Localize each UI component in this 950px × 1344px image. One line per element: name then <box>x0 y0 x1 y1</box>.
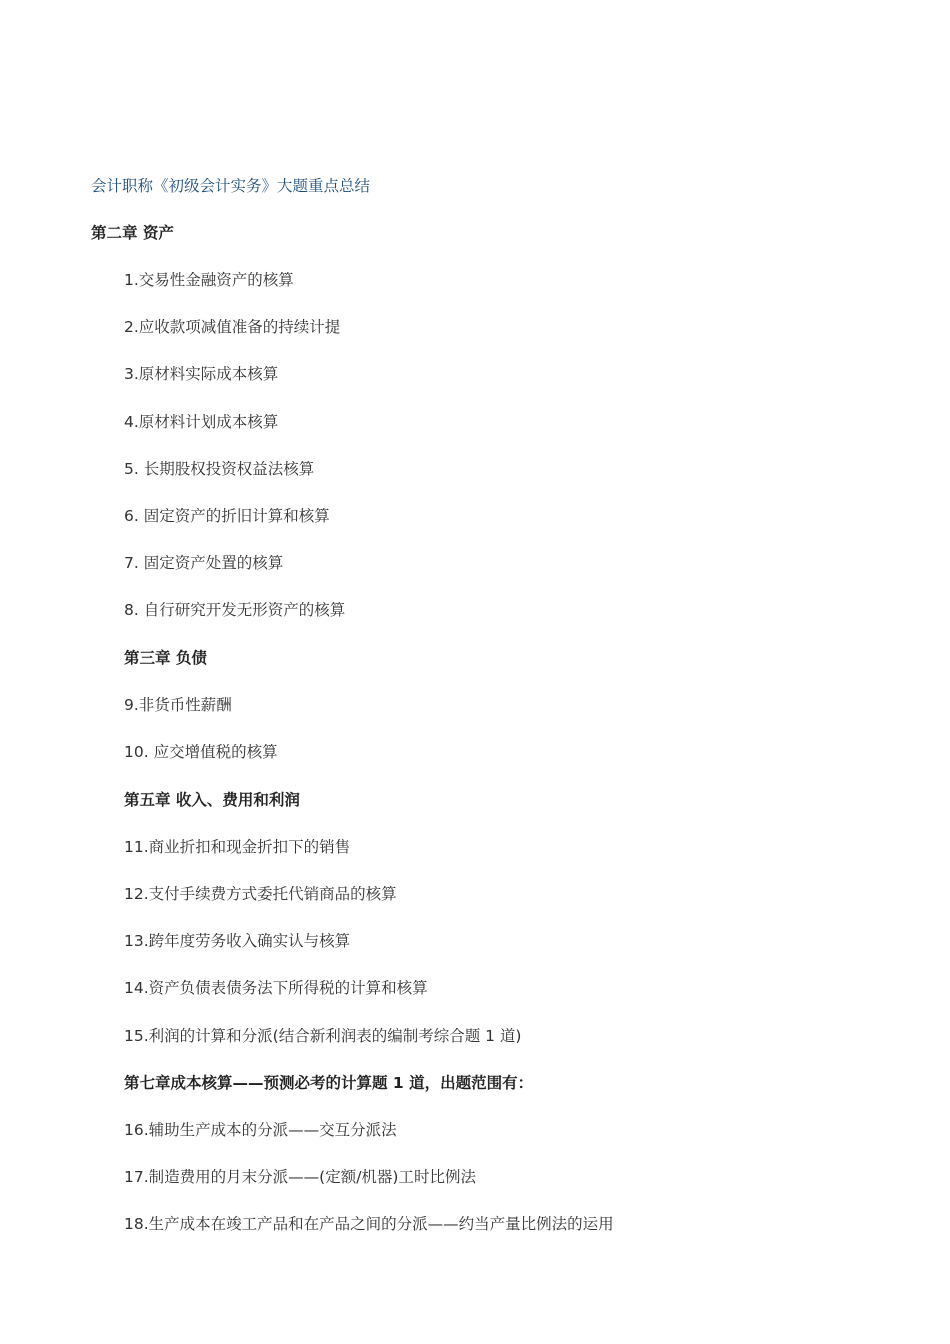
list-item: 4.原材料计划成本核算 <box>124 413 279 431</box>
list-item: 13.跨年度劳务收入确实认与核算 <box>124 932 351 950</box>
document-title: 会计职称《初级会计实务》大题重点总结 <box>91 177 371 195</box>
list-item: 1.交易性金融资产的核算 <box>124 271 294 289</box>
list-item: 2.应收款项减值准备的持续计提 <box>124 318 341 336</box>
chapter-heading-liabilities: 第三章 负债 <box>124 649 207 667</box>
list-item: 15.利润的计算和分派(结合新利润表的编制考综合题 1 道) <box>124 1027 522 1045</box>
chapter-heading-assets: 第二章 资产 <box>91 224 174 242</box>
list-item: 8. 自行研究开发无形资产的核算 <box>124 601 346 619</box>
list-item: 9.非货币性薪酬 <box>124 696 232 714</box>
list-item: 12.支付手续费方式委托代销商品的核算 <box>124 885 397 903</box>
list-item: 14.资产负债表债务法下所得税的计算和核算 <box>124 979 428 997</box>
list-item: 7. 固定资产处置的核算 <box>124 554 284 572</box>
list-item: 5. 长期股权投资权益法核算 <box>124 460 315 478</box>
chapter-heading-revenue: 第五章 收入、费用和利润 <box>124 791 300 809</box>
list-item: 18.生产成本在竣工产品和在产品之间的分派——约当产量比例法的运用 <box>124 1215 614 1233</box>
list-item: 17.制造费用的月末分派——(定额/机器)工时比例法 <box>124 1168 476 1186</box>
list-item: 6. 固定资产的折旧计算和核算 <box>124 507 330 525</box>
list-item: 11.商业折扣和现金折扣下的销售 <box>124 838 351 856</box>
chapter-heading-cost: 第七章成本核算——预测必考的计算题 1 道，出题范围有： <box>124 1074 534 1092</box>
list-item: 3.原材料实际成本核算 <box>124 365 279 383</box>
list-item: 10. 应交增值税的核算 <box>124 743 278 761</box>
list-item: 16.辅助生产成本的分派——交互分派法 <box>124 1121 397 1139</box>
